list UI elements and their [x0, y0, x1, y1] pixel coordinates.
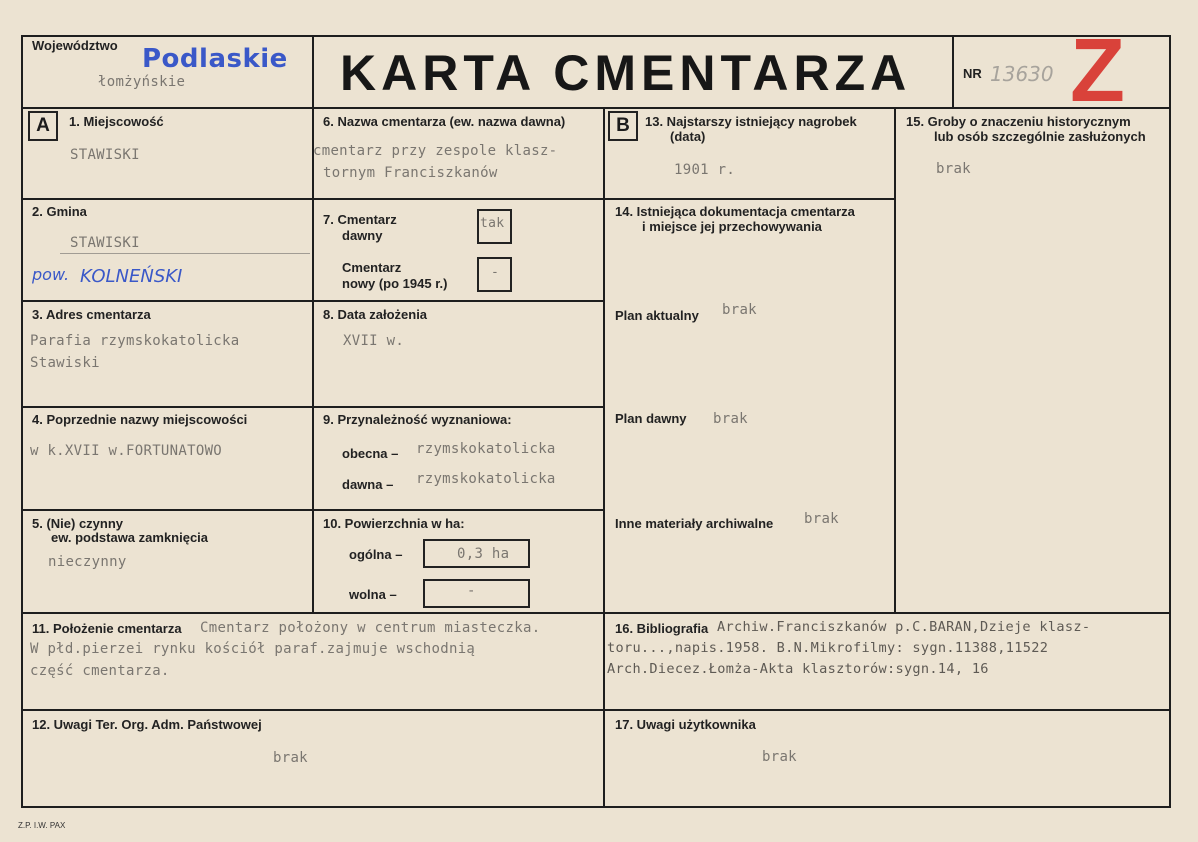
gmina-rule: [60, 253, 310, 254]
f14-inne-value: brak: [804, 511, 839, 527]
f7-nowy-label-1: Cmentarz: [342, 260, 402, 275]
f6-line1: cmentarz przy zespole klasz-: [313, 143, 558, 159]
vline-col3: [894, 107, 896, 614]
f2-pow-value: KOLNEŃSKI: [80, 266, 183, 287]
f10-wolna-box[interactable]: [423, 579, 530, 608]
f3-line1: Parafia rzymskokatolicka: [30, 333, 240, 349]
section-a-letter: A: [28, 111, 58, 141]
f17-label: 17. Uwagi użytkownika: [615, 717, 756, 732]
border-left: [21, 35, 23, 808]
f16-line1: Archiw.Franciszkanów p.C.BARAN,Dzieje klasz-: [717, 619, 1091, 635]
f7-dawny-box[interactable]: [477, 209, 512, 244]
f11-line2: W płd.pierzei rynku kościół paraf.zajmuje wschodnią: [30, 641, 476, 657]
f12-value: brak: [273, 750, 308, 766]
f7-dawny-label-2: dawny: [342, 228, 383, 243]
category-mark: Z: [1070, 21, 1125, 121]
border-top: [21, 35, 1171, 37]
f14-plan-dawny-label: Plan dawny: [615, 411, 687, 426]
vline-col2: [603, 107, 605, 808]
f4-value: w k.XVII w.FORTUNATOWO: [30, 443, 223, 459]
f10-wolna-label: wolna –: [349, 587, 397, 602]
f7-dawny-label-1: 7. Cmentarz: [323, 212, 397, 227]
f13-label-1: 13. Najstarszy istniejący nagrobek: [645, 114, 857, 129]
f14-inne-label: Inne materiały archiwalne: [615, 516, 774, 531]
hline-row5: [21, 612, 1171, 614]
f14-label-2: i miejsce jej przechowywania: [642, 219, 822, 234]
f10-ogolna-value: 0,3 ha: [457, 546, 510, 562]
f3-line2: Stawiski: [30, 355, 100, 371]
f9-obecna-value: rzymskokatolicka: [416, 441, 556, 457]
f14-plan-aktualny-value: brak: [722, 302, 757, 318]
f8-value: XVII w.: [343, 333, 405, 349]
header-vline-1: [312, 35, 314, 109]
f14-plan-aktualny-label: Plan aktualny: [615, 308, 699, 323]
f6-label: 6. Nazwa cmentarza (ew. nazwa dawna): [323, 114, 566, 129]
f16-label: 16. Bibliografia: [615, 621, 709, 636]
f7-nowy-value: -: [491, 265, 500, 280]
nr-value: 13630: [990, 62, 1054, 86]
f15-label-1: 15. Groby o znaczeniu historycznym: [906, 114, 1131, 129]
f16-line3: Arch.Diecez.Łomża-Akta klasztorów:sygn.14, 16: [607, 661, 989, 677]
f10-label: 10. Powierzchnia w ha:: [323, 516, 465, 531]
f11-line3: część cmentarza.: [30, 663, 170, 679]
f14-plan-dawny-value: brak: [713, 411, 748, 427]
f9-label: 9. Przynależność wyznaniowa:: [323, 412, 512, 427]
section-b-letter: B: [608, 111, 638, 141]
f11-line1: Cmentarz położony w centrum miasteczka.: [200, 620, 541, 636]
hline-row3: [21, 406, 605, 408]
border-right: [1169, 35, 1171, 808]
page-title: KARTA CMENTARZA: [340, 45, 912, 101]
f3-label: 3. Adres cmentarza: [32, 307, 151, 322]
hline-b-row1: [603, 198, 896, 200]
f6-line2: tornym Franciszkanów: [323, 165, 498, 181]
f4-label: 4. Poprzednie nazwy miejscowości: [32, 412, 248, 427]
f9-dawna-value: rzymskokatolicka: [416, 471, 556, 487]
wojewodztwo-old: łomżyńskie: [98, 74, 186, 90]
f13-value: 1901 r.: [674, 162, 736, 178]
f8-label: 8. Data założenia: [323, 307, 428, 322]
header-divider: [21, 107, 1171, 109]
wojewodztwo-label: Województwo: [32, 38, 118, 53]
f10-wolna-value: -: [467, 583, 476, 599]
f7-dawny-value: tak: [480, 216, 505, 231]
f16-line2: toru...,napis.1958. B.N.Mikrofilmy: sygn.11388,11522: [607, 640, 1049, 656]
header-vline-2: [952, 35, 954, 109]
f15-label-2: lub osób szczególnie zasłużonych: [934, 129, 1146, 144]
f7-nowy-label-2: nowy (po 1945 r.): [342, 276, 448, 291]
f9-dawna-label: dawna –: [342, 477, 394, 492]
f5-label-2: ew. podstawa zamknięcia: [51, 530, 209, 545]
f2-pow-prefix: pow.: [32, 265, 70, 284]
f14-label-1: 14. Istniejąca dokumentacja cmentarza: [615, 204, 855, 219]
hline-row1: [21, 198, 605, 200]
border-bottom: [21, 806, 1171, 808]
vline-col1: [312, 107, 314, 614]
f5-label-1: 5. (Nie) czynny: [32, 516, 124, 531]
f17-value: brak: [762, 749, 797, 765]
f7-nowy-box[interactable]: [477, 257, 512, 292]
f10-ogolna-box[interactable]: [423, 539, 530, 568]
f5-value: nieczynny: [48, 554, 127, 570]
f1-value: STAWISKI: [70, 147, 140, 163]
hline-row2: [21, 300, 605, 302]
wojewodztwo-stamp: Podlaskie: [142, 44, 288, 74]
nr-label: NR: [963, 66, 982, 81]
hline-row4: [21, 509, 605, 511]
f9-obecna-label: obecna –: [342, 446, 399, 461]
f15-value: brak: [936, 161, 971, 177]
f12-label: 12. Uwagi Ter. Org. Adm. Państwowej: [32, 717, 262, 732]
f2-label: 2. Gmina: [32, 204, 87, 219]
printer-mark: Z.P. I.W. PAX: [18, 821, 66, 830]
f10-ogolna-label: ogólna –: [349, 547, 403, 562]
f13-label-2: (data): [670, 129, 706, 144]
f11-label: 11. Położenie cmentarza: [32, 621, 182, 636]
f2-value: STAWISKI: [70, 235, 140, 251]
f1-label: 1. Miejscowość: [69, 114, 164, 129]
hline-row6: [21, 709, 1171, 711]
